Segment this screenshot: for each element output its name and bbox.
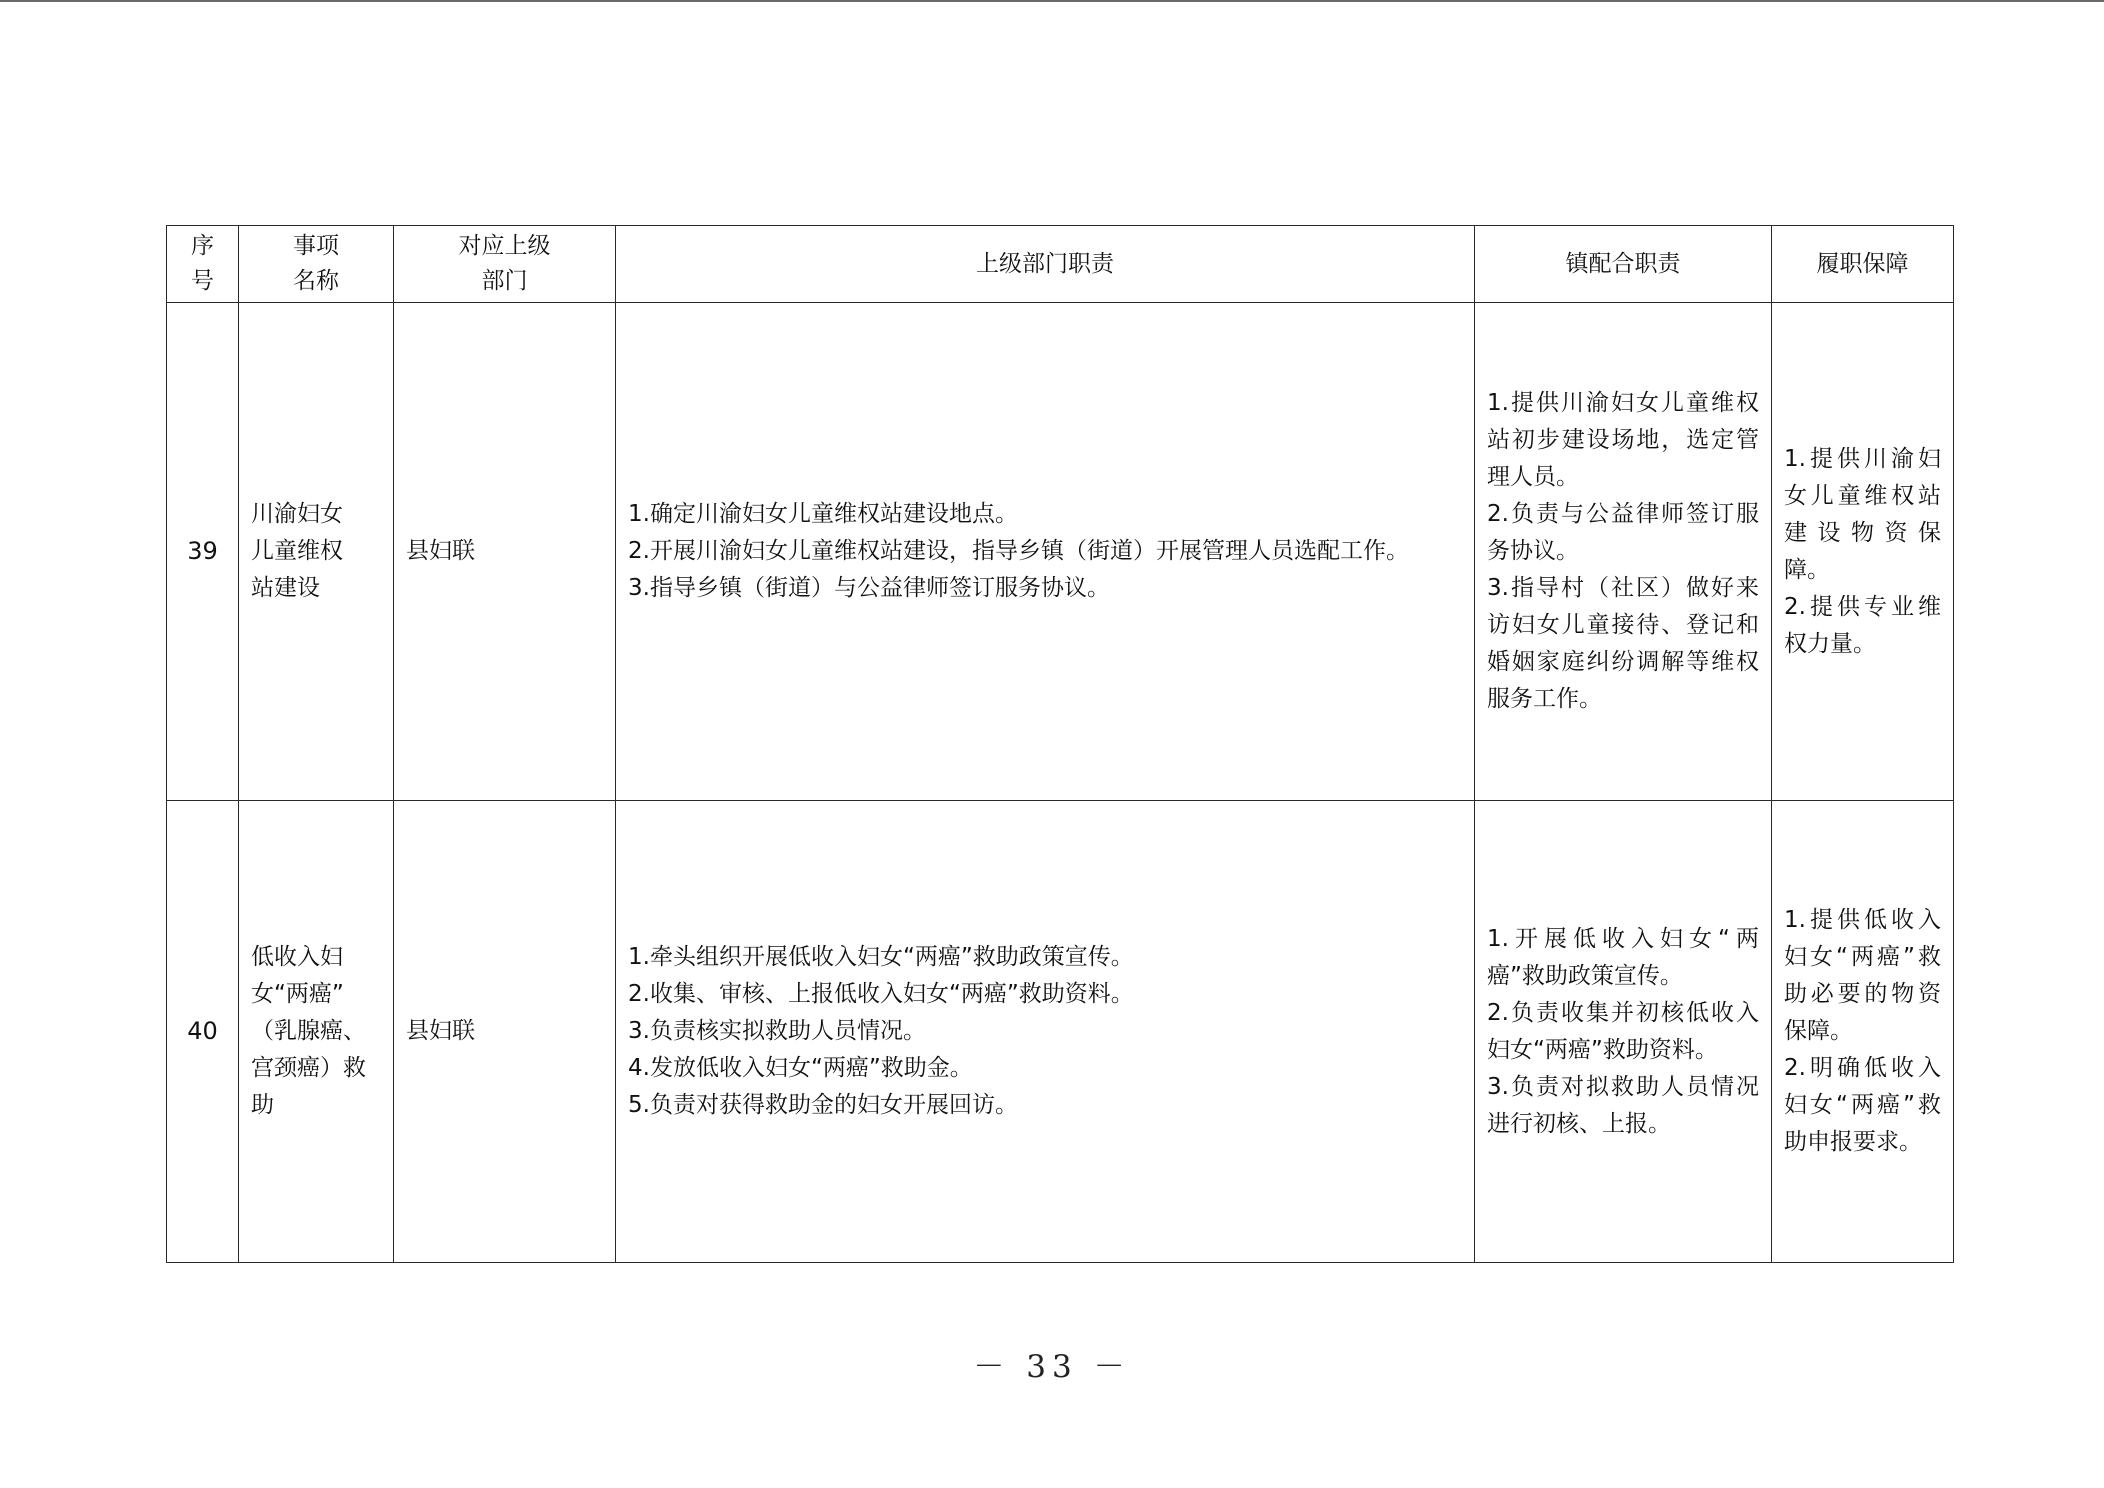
top-border-line xyxy=(0,0,2104,2)
row-seq: 40 xyxy=(167,801,239,1263)
page-number: － 33 － xyxy=(973,1349,1131,1385)
header-upper-dept: 对应上级 部门 xyxy=(394,226,616,303)
table-row xyxy=(167,303,1954,801)
row-town-duties: 1.提供川渝妇女儿童维权站初步建设场地，选定管理人员。 2.负责与公益律师签订服务协议。 3.指导村（社区）做好来访妇女儿童接待、登记和婚姻家庭纠纷调解等维权服务工作。 xyxy=(1475,303,1772,801)
row-town-duties: 1.开展低收入妇女“两癌”救助政策宣传。 2.负责收集并初核低收入妇女“两癌”救助资料。 3.负责对拟救助人员情况进行初核、上报。 xyxy=(1475,801,1772,1263)
row-guarantee: 1.提供川渝妇女儿童维权站建设物资保障。 2.提供专业维权力量。 xyxy=(1772,303,1954,801)
table-row xyxy=(167,801,1954,1263)
header-seq: 序 号 xyxy=(167,226,239,303)
row-guarantee: 1.提供低收入妇女“两癌”救助必要的物资保障。 2.明确低收入妇女“两癌”救助申报要求。 xyxy=(1772,801,1954,1263)
header-row xyxy=(167,226,1954,303)
duty-table xyxy=(166,225,1954,1263)
row-upper-duties: 1.牵头组织开展低收入妇女“两癌”救助政策宣传。 2.收集、审核、上报低收入妇女“两癌”救助资料。 3.负责核实拟救助人员情况。 4.发放低收入妇女“两癌”救助金。 5.负责对获得救助金的妇女开展回访。 xyxy=(616,801,1475,1263)
row-dept: 县妇联 xyxy=(394,801,616,1263)
header-town-duties: 镇配合职责 xyxy=(1475,226,1772,303)
row-item-name: 低收入妇 女“两癌” （乳腺癌、 宫颈癌）救 助 xyxy=(239,801,394,1263)
row-dept: 县妇联 xyxy=(394,303,616,801)
header-item-name: 事项 名称 xyxy=(239,226,394,303)
header-guarantee: 履职保障 xyxy=(1772,226,1954,303)
header-upper-duties: 上级部门职责 xyxy=(616,226,1475,303)
table-header xyxy=(167,226,1954,303)
row-upper-duties: 1.确定川渝妇女儿童维权站建设地点。 2.开展川渝妇女儿童维权站建设，指导乡镇（街道）开展管理人员选配工作。 3.指导乡镇（街道）与公益律师签订服务协议。 xyxy=(616,303,1475,801)
row-item-name: 川渝妇女 儿童维权 站建设 xyxy=(239,303,394,801)
table-body xyxy=(167,303,1954,1263)
row-seq: 39 xyxy=(167,303,239,801)
